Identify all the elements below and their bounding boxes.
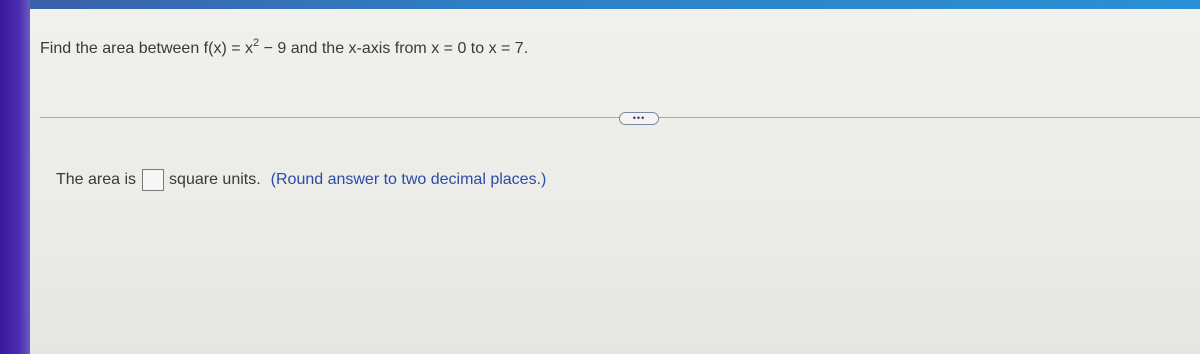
answer-units: square units. — [169, 171, 261, 188]
question-text — [40, 37, 528, 58]
left-edge-bar — [0, 0, 30, 354]
top-bar — [0, 0, 1200, 9]
rounding-hint: (Round answer to two decimal places.) — [270, 171, 547, 188]
question-suffix: − 9 and the x-axis from x = 0 to x = 7. — [259, 40, 529, 57]
answer-input[interactable] — [142, 169, 164, 191]
more-options-button[interactable]: ••• — [619, 112, 659, 125]
question-panel — [30, 9, 1200, 354]
question-exponent: 2 — [253, 37, 260, 49]
answer-line — [56, 169, 546, 191]
answer-prefix: The area is — [56, 171, 137, 188]
question-prefix: Find the area between f(x) = x — [40, 40, 253, 57]
